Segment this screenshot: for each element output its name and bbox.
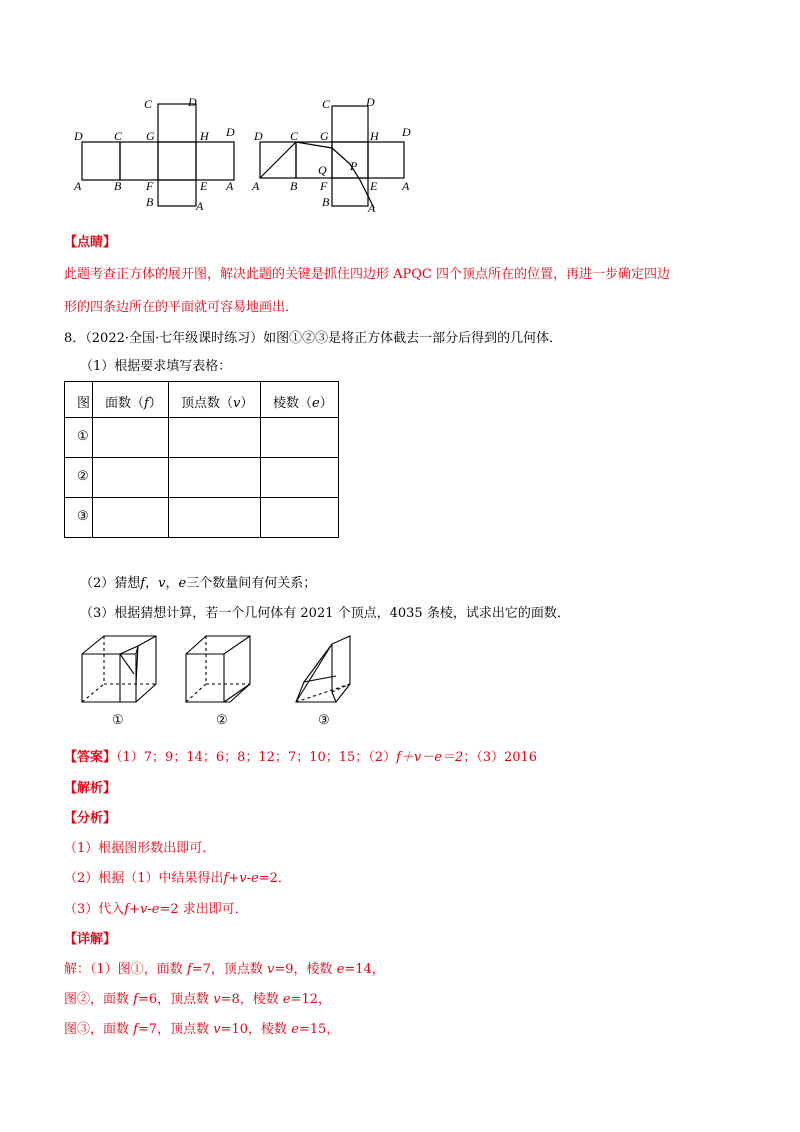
header-cell-figure: 图	[65, 382, 93, 418]
net-square	[120, 142, 158, 180]
table-cell[interactable]	[261, 458, 339, 498]
label-Q: Q	[318, 163, 327, 177]
answer-heading: 【答案】	[64, 750, 117, 765]
fenxi-line-1: （1）根据图形数出即可．	[64, 841, 216, 856]
question-part-1: （1）根据要求填写表格：	[80, 359, 232, 374]
answer-formula: f＋v－e＝2	[396, 750, 464, 765]
label-F: F	[320, 179, 328, 193]
label-D: D	[402, 125, 411, 139]
dianjing-line-2: 形的四条边所在的平面就可容易地画出．	[64, 300, 299, 315]
label-C: C	[144, 97, 153, 111]
net-square	[368, 142, 404, 178]
label-H: H	[370, 129, 379, 143]
solid-3	[296, 636, 350, 702]
net-square	[82, 142, 120, 180]
label-B: B	[322, 195, 330, 209]
fenxi-heading: 【分析】	[64, 811, 117, 826]
table-cell[interactable]	[169, 498, 261, 538]
solid-label-1: ①	[112, 712, 124, 727]
label-A: A	[196, 199, 204, 213]
solid-label-2: ②	[216, 712, 228, 727]
table-cell[interactable]	[93, 458, 169, 498]
table-row	[65, 498, 339, 538]
question-source: （2022·全国·七年级课时练习）	[85, 331, 264, 346]
jiexi-heading: 【解析】	[64, 781, 117, 796]
section-path	[260, 142, 374, 208]
net-square	[158, 180, 196, 206]
table-row	[65, 418, 339, 458]
table-header-row	[65, 382, 339, 418]
label-A: A	[368, 201, 376, 215]
left-net-labels	[73, 95, 235, 213]
solid-1	[82, 636, 156, 702]
label-F: F	[146, 179, 154, 193]
solid-2	[186, 636, 250, 702]
question-text: 如图①②③是将正方体截去一部分后得到的几何体．	[263, 331, 563, 346]
cube-net-figure	[60, 92, 420, 216]
label-A: A	[74, 179, 82, 193]
row-label: ③	[65, 498, 93, 538]
label-D: D	[226, 125, 235, 139]
net-square	[158, 104, 196, 142]
header-cell-vertices: 顶点数（v）	[169, 382, 261, 418]
net-square	[196, 142, 234, 180]
solid-label-3: ③	[318, 712, 330, 727]
row-label: ①	[65, 418, 93, 458]
answer-table	[64, 381, 339, 538]
answer-line	[64, 749, 537, 767]
solids-figure	[74, 632, 374, 728]
label-A: A	[252, 179, 260, 193]
header-cell-edges: 棱数（e）	[261, 382, 339, 418]
xiangjie-heading: 【详解】	[64, 932, 117, 947]
answer-part-3: ；（3）2016	[463, 750, 538, 765]
xiangjie-line-3: 图③，面数 f=7，顶点数 v=10，棱数 e=15，	[64, 1022, 340, 1037]
label-H: H	[200, 129, 209, 143]
net-square	[332, 178, 368, 206]
right-cube-net	[260, 106, 404, 208]
label-G: G	[320, 129, 329, 143]
label-D: D	[254, 129, 263, 143]
table-cell[interactable]	[261, 418, 339, 458]
label-E: E	[370, 179, 378, 193]
table-cell[interactable]	[261, 498, 339, 538]
answer-part-1: （1）7；9；14；6；8；12；7；10；15；（2）	[116, 750, 397, 765]
label-D: D	[188, 95, 197, 109]
question-part-3: （3）根据猜想计算，若一个几何体有 2021 个顶点，4035 条棱，试求出它的面数．	[80, 606, 570, 621]
label-E: E	[200, 179, 208, 193]
label-C: C	[322, 97, 331, 111]
label-C: C	[114, 129, 123, 143]
label-G: G	[146, 129, 155, 143]
fenxi-line-3: （3）代入f+v-e=2 求出即可．	[64, 902, 248, 917]
row-label: ②	[65, 458, 93, 498]
net-square	[158, 142, 196, 180]
xiangjie-line-2: 图②，面数 f=6，顶点数 v=8，棱数 e=12，	[64, 992, 332, 1007]
fenxi-line-2: （2）根据（1）中结果得出f+v-e=2．	[64, 871, 291, 886]
label-A: A	[402, 179, 410, 193]
table-cell[interactable]	[169, 418, 261, 458]
label-C: C	[290, 129, 299, 143]
label-P: P	[350, 159, 358, 173]
dianjing-line-1: 此题考查正方体的展开图，解决此题的关键是抓住四边形 APQC 四个顶点所在的位置，再进一步确定四边	[64, 267, 671, 282]
table-row	[65, 458, 339, 498]
question-stem	[64, 330, 562, 348]
label-B: B	[146, 195, 154, 209]
table-cell[interactable]	[93, 418, 169, 458]
dianjing-heading: 【点睛】	[64, 235, 117, 250]
left-cube-net	[82, 104, 234, 206]
label-D: D	[366, 95, 375, 109]
net-square	[332, 106, 368, 142]
table-cell[interactable]	[169, 458, 261, 498]
question-number: 8．	[64, 331, 86, 346]
label-D: D	[74, 129, 83, 143]
right-net-labels	[251, 95, 411, 215]
label-B: B	[290, 179, 298, 193]
label-B: B	[114, 179, 122, 193]
header-cell-faces: 面数（f）	[93, 382, 169, 418]
question-part-2: （2）猜想f，v，e三个数量间有何关系；	[80, 576, 317, 591]
table-cell[interactable]	[93, 498, 169, 538]
label-A: A	[226, 179, 234, 193]
xiangjie-line-1: 解：（1）图①，面数 f=7，顶点数 v=9，棱数 e=14，	[64, 962, 385, 977]
